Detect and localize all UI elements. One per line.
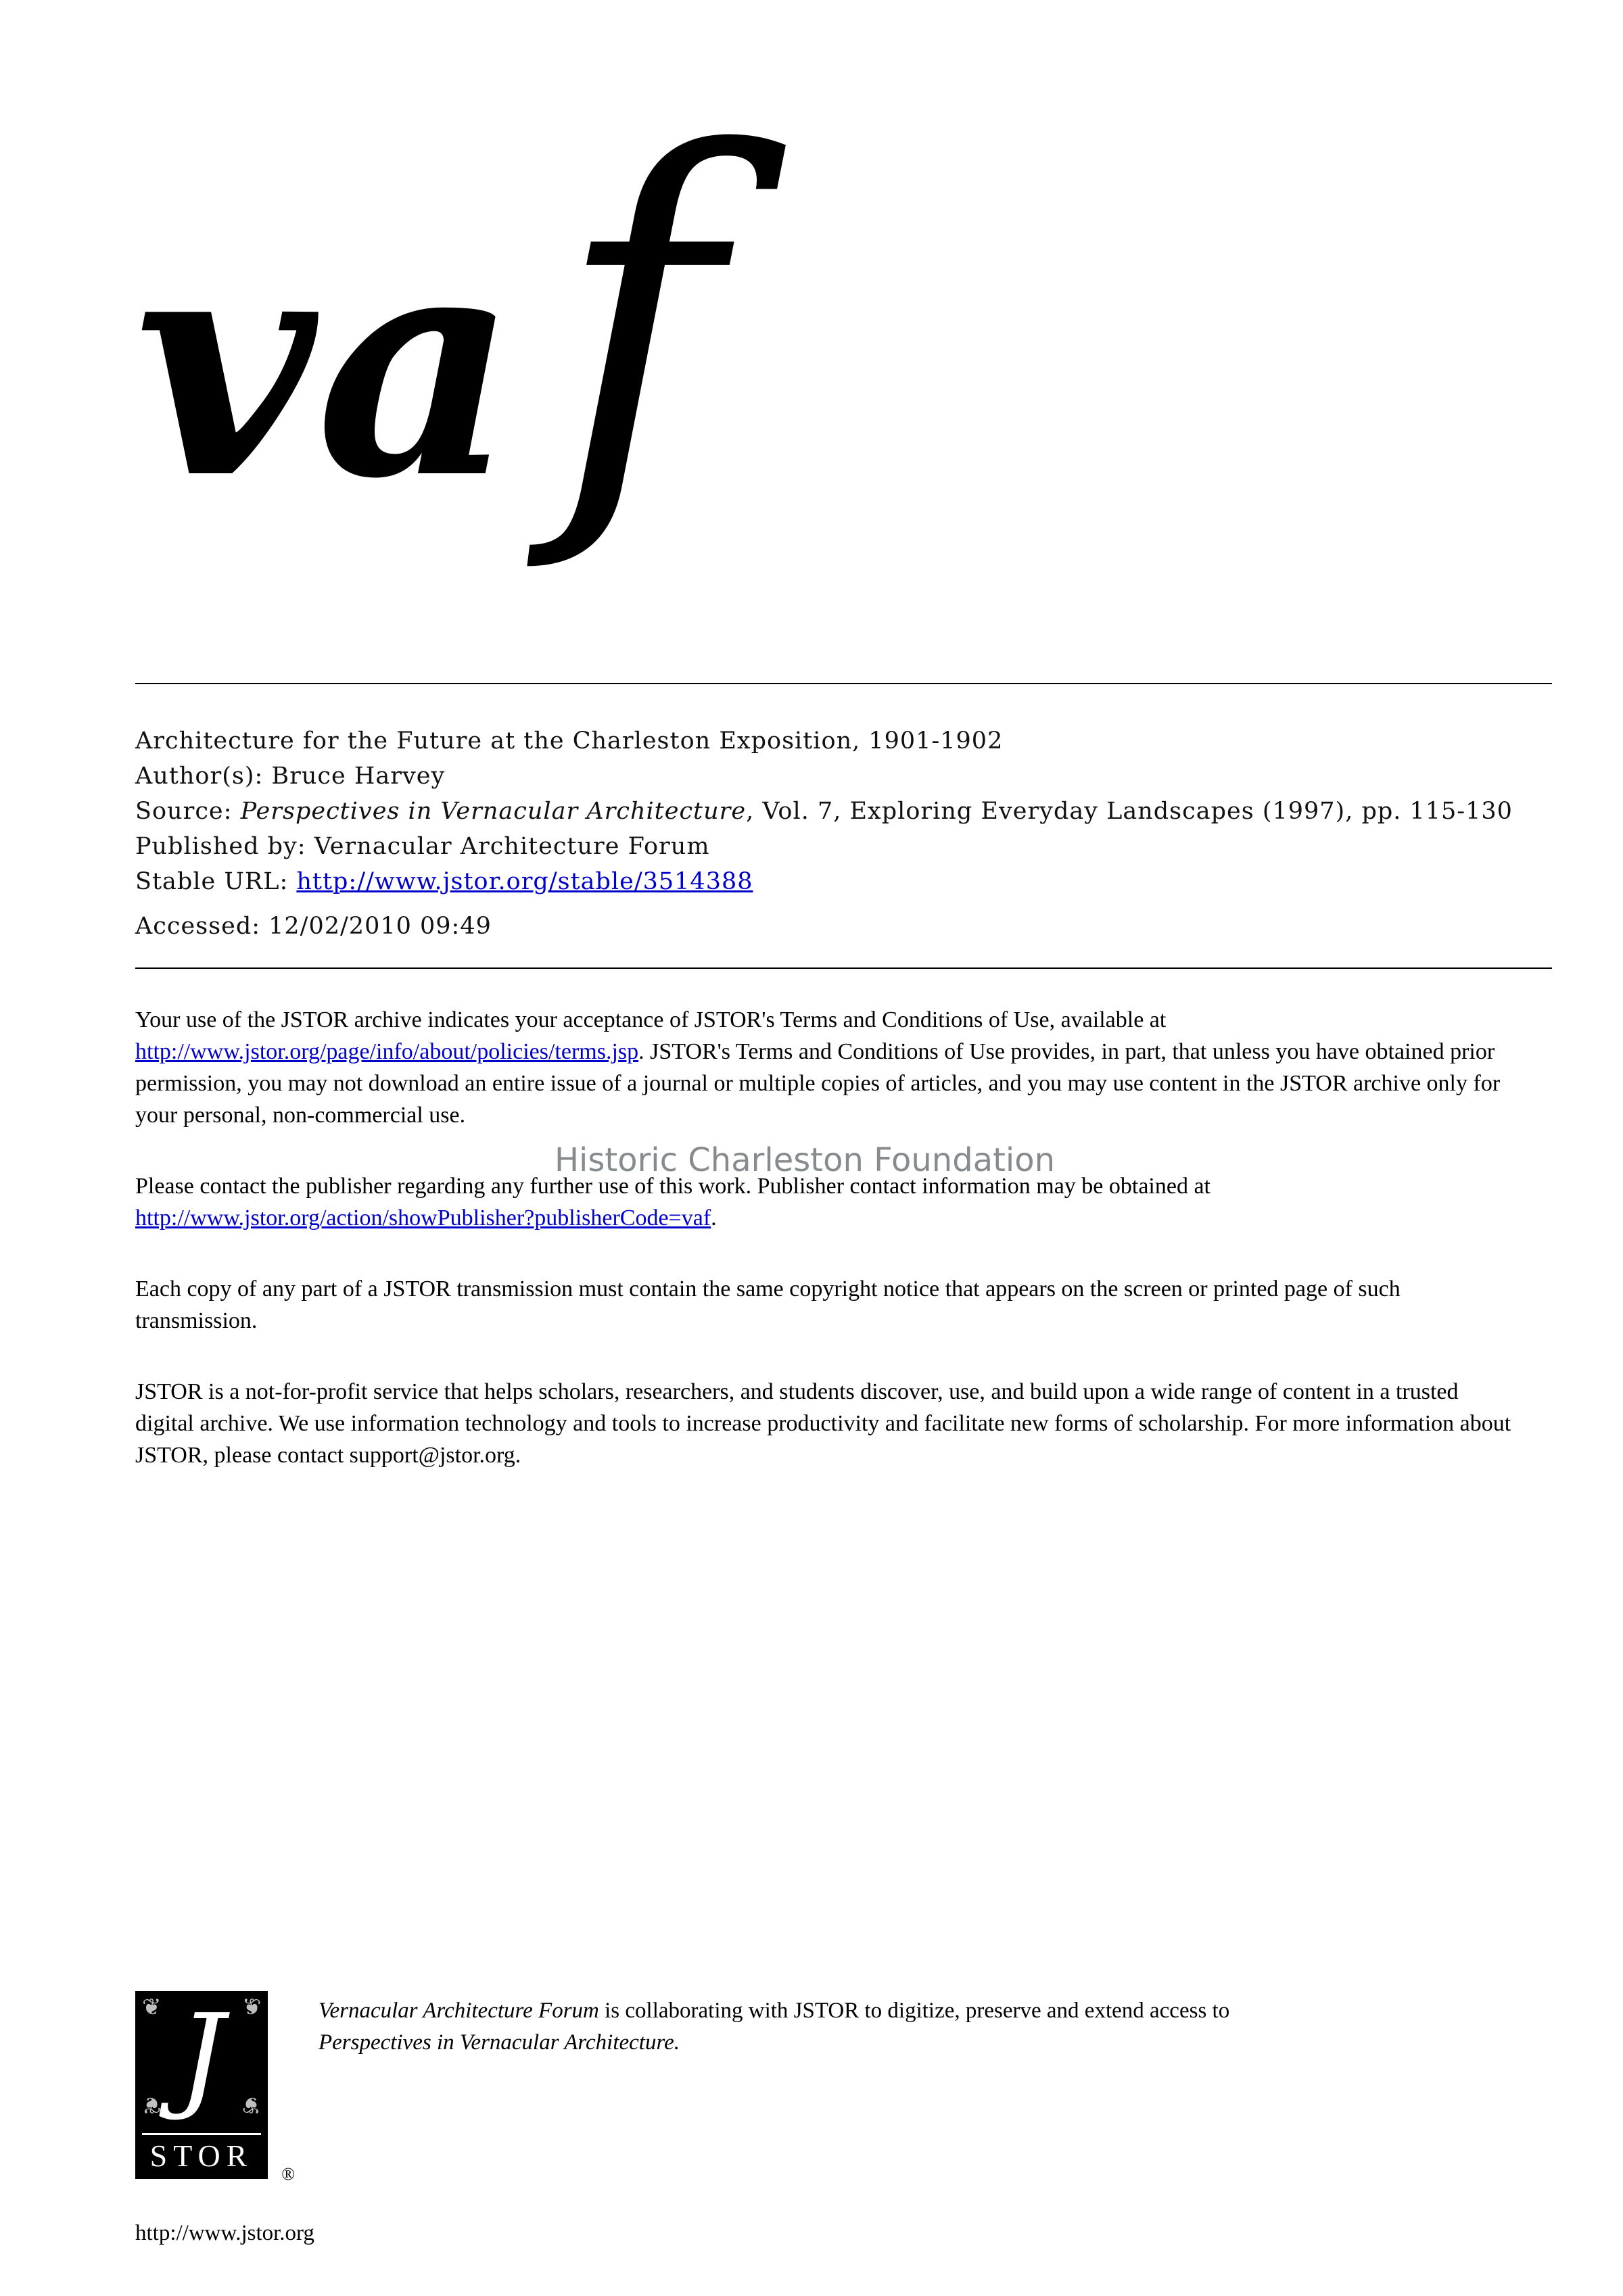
jstor-logo-stor: STOR [142, 2133, 261, 2174]
terms-paragraph-4: JSTOR is a not-for-profit service that helps scholars, researchers, and students discover, use, and build upon a wide range of content in a trusted digital archive. We use information technology and tools to increase productivity and facilitate new forms of scholarship. For more information about JSTOR, please contact support@jstor.org. [135, 1379, 1511, 1468]
stable-url-label: Stable URL: [135, 868, 297, 895]
vaf-logo-va: va [135, 182, 518, 547]
jstor-logo [135, 1990, 295, 2184]
stable-url-link[interactable]: http://www.jstor.org/stable/3514388 [296, 868, 753, 895]
divider-bottom [135, 967, 1552, 969]
collaboration-note [319, 1995, 1509, 2059]
article-publisher: Published by: Vernacular Architecture Forum [135, 833, 710, 860]
jstor-logo-j: J [178, 1990, 225, 2124]
vaf-logo-icon [135, 59, 845, 622]
vaf-logo [135, 59, 1552, 622]
scan-watermark: Historic Charleston Foundation [554, 1141, 1056, 1179]
source-journal-title: Perspectives in Vernacular Architecture [240, 798, 747, 825]
flourish-icon: ❦ [241, 1995, 261, 2020]
terms-p2-text-after: . [711, 1205, 717, 1230]
terms-p1-text-after: . JSTOR's Terms and Conditions of Use provides, in part, that unless you have obtained prior permission, you may not download an entire issue of a journal or multiple copies of articles, and you may use content in the JSTOR archive only for your personal, non-commercial use. [135, 1039, 1501, 1128]
jstor-site-url: http://www.jstor.org [135, 2221, 314, 2245]
article-title: Architecture for the Future at the Charleston Exposition, 1901-1902 [135, 727, 1004, 755]
source-label: Source: [135, 798, 241, 825]
vaf-logo-f: f [555, 59, 720, 579]
flourish-icon: ❦ [142, 2092, 162, 2117]
terms-section [135, 1004, 1515, 1471]
collab-journal-name: Perspectives in Vernacular Architecture. [319, 2030, 680, 2055]
terms-p2-text-before: Please contact the publisher regarding any further use of this work. Publisher contact information may be obtained at [135, 1174, 1210, 1199]
article-accessed: Accessed: 12/02/2010 09:49 [135, 913, 492, 940]
collab-middle-text: is collaborating with JSTOR to digitize, preserve and extend access to [598, 1999, 1230, 2023]
citation-block [135, 723, 1552, 944]
terms-p1-text-before: Your use of the JSTOR archive indicates your acceptance of JSTOR's Terms and Conditions of Use, available at [135, 1007, 1167, 1032]
terms-paragraph-2 [135, 1170, 1515, 1234]
terms-policy-link[interactable]: http://www.jstor.org/page/info/about/policies/terms.jsp [135, 1039, 639, 1064]
article-source [135, 794, 1552, 829]
article-authors: Author(s): Bruce Harvey [135, 763, 446, 790]
terms-paragraph-1 [135, 1004, 1515, 1131]
publisher-info-link[interactable]: http://www.jstor.org/action/showPublisher?publisherCode=vaf [135, 1205, 711, 1230]
page-content [135, 0, 1552, 1510]
flourish-icon: ❦ [142, 1995, 162, 2020]
source-details: , Vol. 7, Exploring Everyday Landscapes (1997), pp. 115-130 [746, 798, 1513, 825]
flourish-icon: ❦ [241, 2092, 261, 2117]
terms-paragraph-3: Each copy of any part of a JSTOR transmission must contain the same copyright notice that appears on the screen or printed page of such transmission. [135, 1276, 1401, 1333]
footer [135, 1990, 1509, 2184]
registered-trademark-symbol: ® [281, 2164, 295, 2184]
article-stable-url [135, 864, 1552, 899]
collab-forum-name: Vernacular Architecture Forum [319, 1999, 599, 2023]
divider-top [135, 683, 1552, 684]
